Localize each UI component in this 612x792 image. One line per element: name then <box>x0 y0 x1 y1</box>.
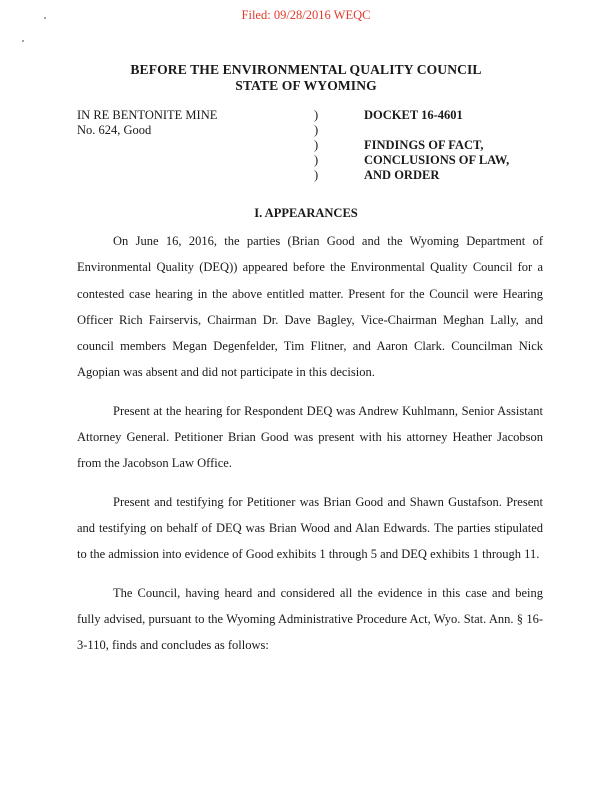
state-name: STATE OF WYOMING <box>235 78 377 93</box>
caption-paren: ) <box>314 108 319 122</box>
caption-divider <box>314 108 318 183</box>
document-type-line: CONCLUSIONS OF LAW, <box>364 153 510 167</box>
council-name: BEFORE THE ENVIRONMENTAL QUALITY COUNCIL <box>130 62 482 77</box>
filed-stamp: Filed: 09/28/2016 WEQC <box>241 8 371 22</box>
caption-paren: ) <box>314 123 319 137</box>
paragraph: On June 16, 2016, the parties (Brian Good and the Wyoming Department of Environmental Quality (DEQ)) appeared before the Environmental Quality Council for a contested case hearing in the above entitled matter. Present for the Council were Hearing Officer Rich Fairservis, Chairman Dr. Dave Bagley, Vice-Chairman Meghan Lally, and council members Megan Degenfelder, Tim Flitner, and Aaron Clark. Councilman Nick Agopian was absent and did not participate in this decision. <box>77 234 543 380</box>
document-type-line: AND ORDER <box>364 168 440 182</box>
case-caption <box>77 108 217 138</box>
case-number: No. 624, Good <box>77 123 152 137</box>
document-title <box>0 62 612 94</box>
caption-paren: ) <box>314 153 319 167</box>
docket-block <box>364 108 509 183</box>
docket-number: DOCKET 16-4601 <box>364 108 463 122</box>
paragraph: Present and testifying for Petitioner was Brian Good and Shawn Gustafson. Present and testifying on behalf of DEQ was Brian Wood and Alan Edwards. The parties stipulated to the admission into evidence of Good exhibits 1 through 5 and DEQ exhibits 1 through 11. <box>77 494 543 562</box>
scan-speck <box>44 17 46 19</box>
document-type-line: FINDINGS OF FACT, <box>364 138 484 152</box>
scan-speck <box>22 40 24 42</box>
paragraph: The Council, having heard and considered all the evidence in this case and being fully advised, pursuant to the Wyoming Administrative Procedure Act, Wyo. Stat. Ann. § 16-3-110, finds and concludes as follows: <box>77 585 543 653</box>
appearances-body <box>77 228 543 670</box>
paragraph: Present at the hearing for Respondent DEQ was Andrew Kuhlmann, Senior Assistant Attorney General. Petitioner Brian Good was present with his attorney Heather Jacobson from the Jacobson Law Office. <box>77 403 543 471</box>
caption-paren: ) <box>314 168 319 182</box>
case-name: IN RE BENTONITE MINE <box>77 108 218 122</box>
caption-paren: ) <box>314 138 319 152</box>
section-heading-appearances: I. APPEARANCES <box>254 206 358 220</box>
